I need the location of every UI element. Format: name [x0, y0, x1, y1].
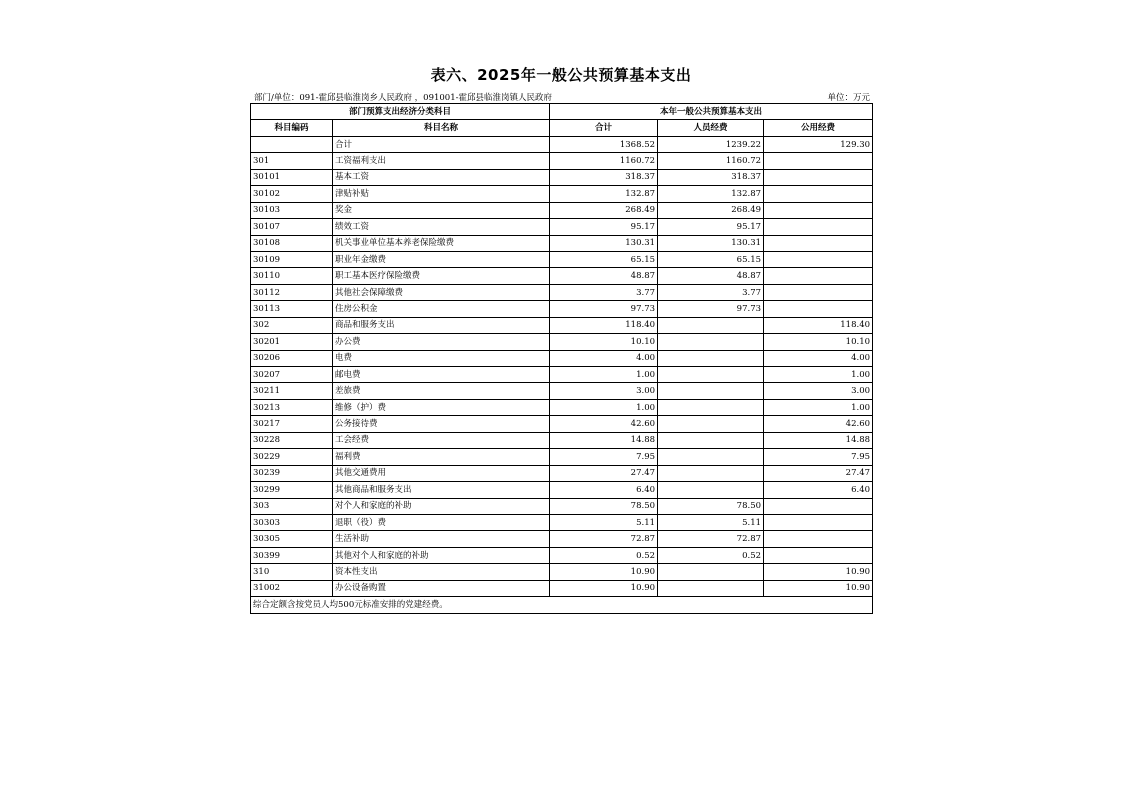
row-public: 3.00	[764, 383, 873, 399]
row-total: 65.15	[550, 251, 658, 267]
table-meta	[254, 91, 870, 103]
row-name: 机关事业单位基本养老保险缴费	[333, 235, 550, 251]
row-public	[764, 547, 873, 563]
row-public	[764, 202, 873, 218]
row-name: 办公费	[333, 334, 550, 350]
row-personnel: 130.31	[658, 235, 764, 251]
row-public	[764, 301, 873, 317]
row-code: 30228	[251, 432, 333, 448]
row-name: 福利费	[333, 449, 550, 465]
row-name: 其他交通费用	[333, 465, 550, 481]
table-row	[251, 580, 873, 596]
row-public: 1.00	[764, 399, 873, 415]
row-personnel: 5.11	[658, 514, 764, 530]
row-code: 30213	[251, 399, 333, 415]
row-public: 118.40	[764, 317, 873, 333]
row-public	[764, 219, 873, 235]
row-public: 1.00	[764, 367, 873, 383]
header-code: 科目编码	[251, 120, 333, 136]
table-row	[251, 317, 873, 333]
row-personnel	[658, 350, 764, 366]
row-personnel: 1239.22	[658, 136, 764, 152]
row-personnel: 318.37	[658, 169, 764, 185]
row-total: 268.49	[550, 202, 658, 218]
row-personnel	[658, 465, 764, 481]
row-code: 310	[251, 564, 333, 580]
row-total: 42.60	[550, 416, 658, 432]
row-total: 130.31	[550, 235, 658, 251]
row-personnel	[658, 416, 764, 432]
row-public	[764, 169, 873, 185]
row-public	[764, 514, 873, 530]
row-personnel: 0.52	[658, 547, 764, 563]
row-total: 1368.52	[550, 136, 658, 152]
row-name: 工会经费	[333, 432, 550, 448]
row-code: 30110	[251, 268, 333, 284]
row-name: 公务接待费	[333, 416, 550, 432]
row-personnel: 72.87	[658, 531, 764, 547]
row-name: 其他对个人和家庭的补助	[333, 547, 550, 563]
header-name: 科目名称	[333, 120, 550, 136]
header-public: 公用经费	[764, 120, 873, 136]
row-total: 97.73	[550, 301, 658, 317]
row-public: 7.95	[764, 449, 873, 465]
table-row	[251, 153, 873, 169]
row-code: 30229	[251, 449, 333, 465]
row-public	[764, 235, 873, 251]
row-total: 10.10	[550, 334, 658, 350]
row-total: 4.00	[550, 350, 658, 366]
row-personnel	[658, 334, 764, 350]
row-personnel	[658, 482, 764, 498]
row-code: 30305	[251, 531, 333, 547]
row-total: 1.00	[550, 399, 658, 415]
header-group-row	[251, 104, 873, 120]
table-row	[251, 432, 873, 448]
row-total: 10.90	[550, 564, 658, 580]
table-body	[251, 136, 873, 596]
table-row	[251, 367, 873, 383]
row-public	[764, 531, 873, 547]
table-row	[251, 268, 873, 284]
table-row	[251, 350, 873, 366]
row-public: 10.90	[764, 580, 873, 596]
row-total: 132.87	[550, 186, 658, 202]
row-total: 118.40	[550, 317, 658, 333]
row-public: 129.30	[764, 136, 873, 152]
row-public	[764, 268, 873, 284]
row-public: 27.47	[764, 465, 873, 481]
row-name: 退职（役）费	[333, 514, 550, 530]
row-total: 14.88	[550, 432, 658, 448]
table-row	[251, 284, 873, 300]
row-code: 30113	[251, 301, 333, 317]
header-column-row	[251, 120, 873, 136]
table-row	[251, 399, 873, 415]
table-row	[251, 416, 873, 432]
table-row	[251, 301, 873, 317]
row-personnel: 48.87	[658, 268, 764, 284]
row-code: 30303	[251, 514, 333, 530]
row-personnel	[658, 432, 764, 448]
row-name: 工资福利支出	[333, 153, 550, 169]
table-row	[251, 498, 873, 514]
row-total: 1.00	[550, 367, 658, 383]
table-row	[251, 531, 873, 547]
row-personnel	[658, 383, 764, 399]
row-personnel: 78.50	[658, 498, 764, 514]
table-row	[251, 235, 873, 251]
row-code: 30103	[251, 202, 333, 218]
page-title: 表六、2025年一般公共预算基本支出	[430, 66, 692, 84]
row-total: 7.95	[550, 449, 658, 465]
row-personnel: 132.87	[658, 186, 764, 202]
table-row	[251, 449, 873, 465]
row-code: 30239	[251, 465, 333, 481]
row-personnel: 268.49	[658, 202, 764, 218]
row-code: 31002	[251, 580, 333, 596]
row-code: 301	[251, 153, 333, 169]
row-public	[764, 186, 873, 202]
row-name: 资本性支出	[333, 564, 550, 580]
row-name: 办公设备购置	[333, 580, 550, 596]
row-code: 30112	[251, 284, 333, 300]
row-total: 318.37	[550, 169, 658, 185]
row-name: 其他商品和服务支出	[333, 482, 550, 498]
row-public: 14.88	[764, 432, 873, 448]
row-code: 30211	[251, 383, 333, 399]
budget-table	[250, 103, 873, 614]
table-row	[251, 564, 873, 580]
row-public: 42.60	[764, 416, 873, 432]
row-code: 30206	[251, 350, 333, 366]
table-row	[251, 219, 873, 235]
row-personnel	[658, 564, 764, 580]
row-total: 72.87	[550, 531, 658, 547]
row-public	[764, 251, 873, 267]
row-personnel	[658, 317, 764, 333]
row-name: 合计	[333, 136, 550, 152]
row-total: 95.17	[550, 219, 658, 235]
row-public: 6.40	[764, 482, 873, 498]
row-code: 30201	[251, 334, 333, 350]
row-name: 其他社会保障缴费	[333, 284, 550, 300]
row-name: 住房公积金	[333, 301, 550, 317]
row-code: 30107	[251, 219, 333, 235]
row-personnel	[658, 367, 764, 383]
table-row	[251, 482, 873, 498]
row-personnel: 97.73	[658, 301, 764, 317]
row-total: 27.47	[550, 465, 658, 481]
row-total: 5.11	[550, 514, 658, 530]
row-code: 30109	[251, 251, 333, 267]
table-row	[251, 547, 873, 563]
row-personnel: 65.15	[658, 251, 764, 267]
row-public: 10.90	[764, 564, 873, 580]
table-row	[251, 251, 873, 267]
row-name: 绩效工资	[333, 219, 550, 235]
header-total: 合计	[550, 120, 658, 136]
row-name: 生活补助	[333, 531, 550, 547]
row-total: 10.90	[550, 580, 658, 596]
row-name: 邮电费	[333, 367, 550, 383]
row-code: 30299	[251, 482, 333, 498]
row-personnel	[658, 580, 764, 596]
row-personnel: 1160.72	[658, 153, 764, 169]
row-name: 基本工资	[333, 169, 550, 185]
row-personnel	[658, 399, 764, 415]
row-personnel: 95.17	[658, 219, 764, 235]
currency-unit-label: 单位：万元	[827, 93, 870, 103]
row-public	[764, 284, 873, 300]
table-footnote: 综合定额含按党员人均500元标准安排的党建经费。	[251, 597, 873, 613]
row-name: 维修（护）费	[333, 399, 550, 415]
footnote-row	[251, 597, 873, 613]
row-code: 30101	[251, 169, 333, 185]
header-group-basic-expenditure: 本年一般公共预算基本支出	[550, 104, 873, 120]
row-public: 10.10	[764, 334, 873, 350]
row-name: 职业年金缴费	[333, 251, 550, 267]
row-code	[251, 136, 333, 152]
row-public	[764, 153, 873, 169]
header-group-economic-classification: 部门预算支出经济分类科目	[251, 104, 550, 120]
row-name: 差旅费	[333, 383, 550, 399]
row-personnel	[658, 449, 764, 465]
row-total: 3.00	[550, 383, 658, 399]
row-total: 0.52	[550, 547, 658, 563]
row-name: 对个人和家庭的补助	[333, 498, 550, 514]
table-row	[251, 169, 873, 185]
table-row	[251, 202, 873, 218]
table-row	[251, 465, 873, 481]
header-personnel: 人员经费	[658, 120, 764, 136]
row-name: 津贴补贴	[333, 186, 550, 202]
row-code: 30102	[251, 186, 333, 202]
row-total: 48.87	[550, 268, 658, 284]
row-total: 6.40	[550, 482, 658, 498]
table-row	[251, 334, 873, 350]
row-public: 4.00	[764, 350, 873, 366]
table-row	[251, 136, 873, 152]
row-code: 30399	[251, 547, 333, 563]
row-name: 商品和服务支出	[333, 317, 550, 333]
row-name: 职工基本医疗保险缴费	[333, 268, 550, 284]
row-code: 30108	[251, 235, 333, 251]
row-total: 78.50	[550, 498, 658, 514]
table-row	[251, 514, 873, 530]
row-name: 奖金	[333, 202, 550, 218]
row-code: 302	[251, 317, 333, 333]
row-personnel: 3.77	[658, 284, 764, 300]
row-public	[764, 498, 873, 514]
row-code: 30207	[251, 367, 333, 383]
row-name: 电费	[333, 350, 550, 366]
row-code: 303	[251, 498, 333, 514]
table-row	[251, 383, 873, 399]
row-total: 1160.72	[550, 153, 658, 169]
row-code: 30217	[251, 416, 333, 432]
row-total: 3.77	[550, 284, 658, 300]
unit-department-label: 部门/单位：091-霍邱县临淮岗乡人民政府 ，091001-霍邱县临淮岗镇人民政府	[254, 93, 552, 103]
table-row	[251, 186, 873, 202]
